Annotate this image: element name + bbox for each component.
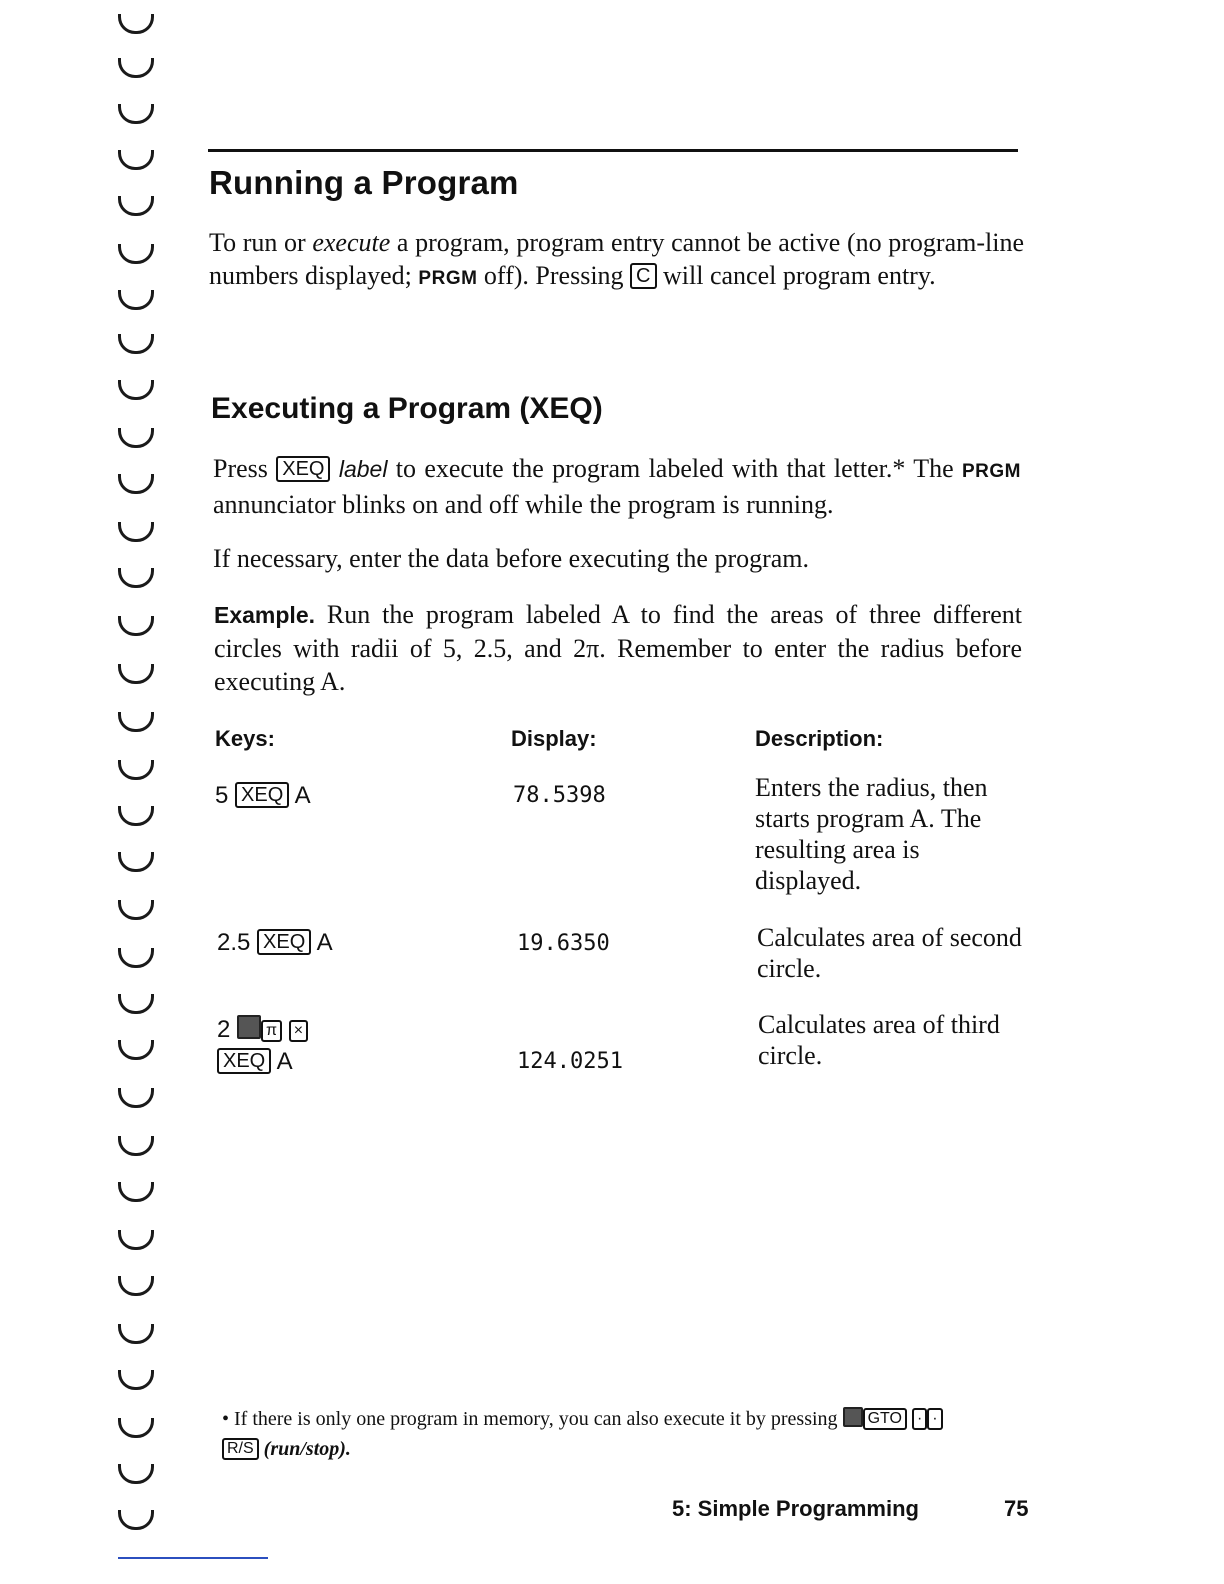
binding-hook <box>118 900 154 920</box>
binding-hook <box>118 806 154 826</box>
table-row-3-keys: 2 π × XEQ A <box>217 1014 308 1078</box>
binding-hook <box>118 994 154 1014</box>
heading-running-a-program: Running a Program <box>209 164 519 201</box>
table-row-1-description: Enters the radius, then starts program A. The resulting area is displayed. <box>755 773 988 895</box>
binding-hook <box>118 1136 154 1156</box>
xeq-key: XEQ <box>217 1048 271 1074</box>
dot-key: · <box>912 1408 927 1430</box>
paragraph-enter-data: If necessary, enter the data before executing the program. <box>213 544 810 573</box>
table-row-2-keys: 2.5 XEQ A <box>217 929 333 956</box>
xeq-key: XEQ <box>276 456 330 482</box>
table-row-1-keys: 5 XEQ A <box>215 782 311 809</box>
binding-hook <box>118 244 154 264</box>
binding-hook <box>118 712 154 732</box>
binding-hook <box>118 150 154 170</box>
multiply-key: × <box>289 1020 308 1042</box>
spiral-binding <box>112 14 158 1564</box>
header-display: Display: <box>511 726 597 751</box>
prgm-annunciator: PRGM <box>418 268 478 289</box>
header-keys: Keys: <box>215 726 275 751</box>
binding-hook <box>118 1510 154 1530</box>
paragraph-press-xeq: Press XEQ label to execute the program labeled with that letter.* The PRGM annunciator blinks on and off while the program is running. <box>213 454 1021 519</box>
binding-hook <box>118 104 154 124</box>
run-stop-key: R/S <box>222 1438 259 1460</box>
binding-hook <box>118 58 154 78</box>
binding-hook <box>118 1464 154 1484</box>
c-key: C <box>630 263 656 289</box>
binding-hook <box>118 1324 154 1344</box>
table-row-1-display: 78.5398 <box>513 783 606 808</box>
pi-key: π <box>261 1020 282 1042</box>
binding-hook <box>118 664 154 684</box>
binding-hook <box>118 760 154 780</box>
binding-hook <box>118 1276 154 1296</box>
gto-key: GTO <box>863 1408 907 1430</box>
table-row-2-display: 19.6350 <box>517 931 610 956</box>
paragraph-example: Example. Run the program labeled A to find the areas of three different circles with radii of 5, 2.5, and 2π. Remember to enter the radius before executing A. <box>214 600 1022 696</box>
binding-hook <box>118 616 154 636</box>
binding-hook <box>118 474 154 494</box>
binding-hook <box>118 948 154 968</box>
top-rule <box>208 149 1018 152</box>
binding-hook <box>118 1370 154 1390</box>
binding-hook <box>118 1182 154 1202</box>
xeq-key: XEQ <box>235 782 289 808</box>
page-number: 75 <box>1004 1496 1029 1521</box>
binding-hook <box>118 334 154 354</box>
binding-hook <box>118 1418 154 1438</box>
paragraph-running: To run or execute a program, program entry cannot be active (no program-line numbers displayed; PRGM off). Pressing C will cancel program entry. <box>209 228 1024 290</box>
heading-executing-a-program: Executing a Program (XEQ) <box>211 392 603 425</box>
dot-key: · <box>927 1408 942 1430</box>
binding-hook <box>118 14 154 34</box>
binding-hook <box>118 568 154 588</box>
xeq-key: XEQ <box>257 929 311 955</box>
footnote: • If there is only one program in memory, you can also execute it by pressing GTO · · R/S (run/stop). <box>222 1404 1042 1464</box>
footer-chapter: 5: Simple Programming <box>672 1496 919 1521</box>
table-row-2-description: Calculates area of second circle. <box>757 923 1022 983</box>
shift-key-icon <box>843 1407 863 1427</box>
table-row-3-description: Calculates area of third circle. <box>758 1010 1000 1070</box>
example-lead: Example. <box>214 602 315 628</box>
prgm-annunciator: PRGM <box>962 461 1021 482</box>
shift-key-icon <box>237 1015 261 1039</box>
binding-hook <box>118 522 154 542</box>
binding-hook <box>118 380 154 400</box>
binding-hook <box>118 1230 154 1250</box>
table-row-3-display: 124.0251 <box>517 1049 623 1074</box>
binding-hook <box>118 1088 154 1108</box>
binding-hook <box>118 852 154 872</box>
binding-hook <box>118 196 154 216</box>
binding-hook <box>118 290 154 310</box>
binding-hook <box>118 428 154 448</box>
binding-hook <box>118 1040 154 1060</box>
scan-artifact-line <box>118 1557 268 1559</box>
header-description: Description: <box>755 726 884 751</box>
